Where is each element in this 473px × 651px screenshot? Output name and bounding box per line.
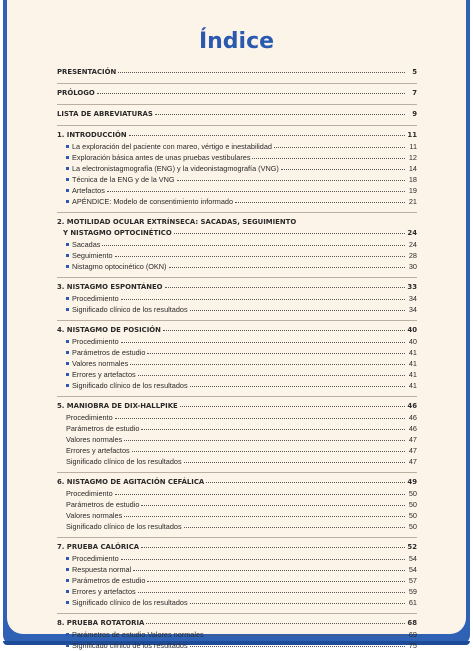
dot-leader (190, 385, 405, 387)
entry-label: Sacadas (72, 240, 101, 249)
toc-subentry[interactable] (57, 369, 417, 380)
entry-page-number: 68 (407, 619, 417, 627)
page-title: Índice (198, 29, 275, 54)
bullet-icon (66, 265, 69, 268)
bullet-icon (66, 308, 69, 311)
entry-label: Valores normales (66, 511, 123, 520)
entry-label: Artefactos (72, 186, 105, 195)
entry-page-number: 21 (408, 197, 417, 206)
entry-label: LISTA DE ABREVIATURAS (57, 110, 153, 118)
bullet-icon (66, 633, 69, 636)
bullet-icon (66, 362, 69, 365)
entry-page-number: 33 (407, 283, 417, 291)
bullet-icon (66, 340, 69, 343)
entry-label: Significado clínico de los resultados (66, 522, 182, 531)
entry-page-number: 18 (408, 175, 417, 184)
toc-subentry[interactable] (57, 174, 417, 185)
entry-page-number: 9 (412, 110, 417, 118)
entry-label: 8. PRUEBA ROTATORIA (57, 619, 145, 627)
entry-label: Técnica de la ENG y de la VNG (72, 175, 175, 184)
entry-page-number: 34 (408, 305, 417, 314)
entry-page-number: 52 (407, 543, 417, 551)
toc-subentry[interactable] (57, 423, 417, 434)
dot-leader (147, 352, 405, 354)
toc-section-heading[interactable] (57, 542, 417, 553)
bullet-icon (66, 254, 69, 257)
divider (57, 608, 417, 614)
entry-page-number: 54 (408, 565, 417, 574)
entry-page-number: 5 (412, 68, 417, 76)
entry-page-number: 46 (408, 424, 417, 433)
toc-subentry[interactable] (57, 456, 417, 467)
dot-leader (102, 244, 405, 246)
toc-subentry[interactable] (57, 358, 417, 369)
dot-leader (177, 179, 405, 181)
dot-leader (274, 146, 405, 148)
toc-subentry[interactable] (57, 445, 417, 456)
entry-label: Significado clínico de los resultados (66, 457, 182, 466)
entry-label: La exploración del paciente con mareo, vértigo e inestabilidad (72, 142, 272, 151)
entry-page-number: 41 (408, 359, 417, 368)
entry-page-number: 30 (408, 262, 417, 271)
toc-section-heading[interactable] (57, 618, 417, 629)
divider (57, 315, 417, 321)
entry-label: Parámetros de estudio (72, 348, 146, 357)
toc-section-heading[interactable] (57, 401, 417, 412)
toc-subentry[interactable] (57, 586, 417, 597)
entry-label: Procedimiento (72, 554, 119, 563)
entry-label: Respuesta normal (72, 565, 132, 574)
dot-leader (165, 286, 405, 288)
entry-label: 7. PRUEBA CALÓRICA (57, 543, 140, 551)
entry-page-number: 69 (408, 630, 417, 639)
entry-label: Errores y artefactos (72, 587, 136, 596)
entry-label: Errores y artefactos (72, 370, 136, 379)
entry-page-number: 47 (408, 435, 417, 444)
bullet-icon (66, 167, 69, 170)
entry-label: Parámetros de estudio (66, 500, 140, 509)
entry-page-number: 61 (408, 598, 417, 607)
bullet-icon (66, 579, 69, 582)
dot-leader (190, 309, 405, 311)
dot-leader (121, 298, 405, 300)
dot-leader (141, 546, 405, 548)
divider (57, 467, 417, 473)
entry-page-number: 50 (408, 522, 417, 531)
dot-leader (121, 558, 405, 560)
dot-leader (281, 168, 405, 170)
bullet-icon (66, 557, 69, 560)
entry-page-number: 50 (408, 489, 417, 498)
divider (57, 532, 417, 538)
entry-page-number: 34 (408, 294, 417, 303)
toc-subentry[interactable] (57, 239, 417, 250)
dot-leader (121, 341, 405, 343)
dot-leader (252, 157, 405, 159)
toc-subentry[interactable] (57, 196, 417, 207)
toc-subentry[interactable] (57, 163, 417, 174)
toc-subentry[interactable] (57, 510, 417, 521)
toc-section-heading[interactable] (57, 325, 417, 336)
entry-label: Significado clínico de los resultados (72, 381, 188, 390)
bullet-icon (66, 590, 69, 593)
dot-leader (180, 405, 405, 407)
entry-label: 5. MANIOBRA DE DIX-HALLPIKE (57, 402, 178, 410)
dot-leader (184, 461, 405, 463)
dot-leader (141, 504, 405, 506)
entry-page-number: 50 (408, 511, 417, 520)
dot-leader (124, 515, 405, 517)
divider (57, 120, 417, 126)
dot-leader (129, 134, 405, 136)
entry-label: Significado clínico de los resultados (72, 598, 188, 607)
entry-label: PRESENTACIÓN (57, 68, 117, 76)
dot-leader (124, 439, 405, 441)
entry-label: Y NISTAGMO OPTOCINÉTICO (63, 229, 172, 237)
toc-subentry[interactable] (57, 521, 417, 532)
toc-section-heading[interactable] (57, 282, 417, 293)
divider (57, 272, 417, 278)
toc-subentry[interactable] (57, 347, 417, 358)
toc-subentry[interactable] (57, 564, 417, 575)
entry-label: 4. NISTAGMO DE POSICIÓN (57, 326, 161, 334)
toc-front-entry[interactable] (57, 88, 417, 99)
dot-leader (190, 602, 405, 604)
bullet-icon (66, 200, 69, 203)
toc-subentry[interactable] (57, 250, 417, 261)
toc-subentry[interactable] (57, 640, 417, 651)
entry-label: Significado clínico de los resultados (72, 305, 188, 314)
dot-leader (141, 428, 405, 430)
dot-leader (133, 569, 405, 571)
entry-page-number: 40 (407, 326, 417, 334)
entry-label: 1. INTRODUCCIÓN (57, 131, 127, 139)
dot-leader (138, 591, 405, 593)
toc-subentry[interactable] (57, 380, 417, 391)
toc-section-heading[interactable] (57, 130, 417, 141)
dot-leader (115, 255, 405, 257)
entry-label: APÉNDICE: Modelo de consentimiento informado (72, 197, 234, 206)
entry-label: Valores normales (66, 435, 123, 444)
entry-page-number: 40 (408, 337, 417, 346)
entry-label: Procedimiento (66, 489, 113, 498)
entry-page-number: 28 (408, 251, 417, 260)
entry-label: Errores y artefactos (66, 446, 130, 455)
entry-page-number: 49 (407, 478, 417, 486)
entry-page-number: 11 (407, 131, 417, 139)
bullet-icon (66, 145, 69, 148)
toc-front-entry[interactable] (57, 109, 417, 120)
entry-label: 6. NISTAGMO DE AGITACIÓN CEFÁLICA (57, 478, 205, 486)
toc-subentry[interactable] (57, 336, 417, 347)
entry-page-number: 54 (408, 554, 417, 563)
entry-label: La electronistagmografía (ENG) y la videonistagmografía (VNG) (72, 164, 279, 173)
bullet-icon (66, 189, 69, 192)
entry-label: Parámetros de estudio (72, 576, 146, 585)
entry-page-number: 50 (408, 500, 417, 509)
dot-leader (118, 71, 405, 73)
entry-page-number: 12 (408, 153, 417, 162)
dot-leader (155, 113, 405, 115)
entry-label: Procedimiento (72, 294, 119, 303)
toc-subentry[interactable] (57, 553, 417, 564)
entry-page-number: 75 (408, 641, 417, 650)
toc-subentry[interactable] (57, 141, 417, 152)
divider (57, 207, 417, 213)
entry-label: Seguimiento (72, 251, 113, 260)
entry-label: Parámetros de estudio (66, 424, 140, 433)
toc-subentry[interactable] (57, 304, 417, 315)
bullet-icon (66, 351, 69, 354)
dot-leader (146, 622, 405, 624)
bullet-icon (66, 644, 69, 647)
entry-page-number: 57 (408, 576, 417, 585)
dot-leader (235, 201, 405, 203)
dot-leader (97, 92, 405, 94)
dot-leader (206, 634, 405, 636)
toc-subentry[interactable] (57, 261, 417, 272)
divider (57, 78, 417, 84)
entry-page-number: 47 (408, 457, 417, 466)
entry-label: Exploración básica antes de unas pruebas vestibulares (72, 153, 251, 162)
entry-page-number: 41 (408, 348, 417, 357)
entry-page-number: 59 (408, 587, 417, 596)
toc-subentry[interactable] (57, 185, 417, 196)
dot-leader (115, 493, 405, 495)
dot-leader (206, 481, 405, 483)
entry-page-number: 46 (407, 402, 417, 410)
dot-leader (115, 417, 405, 419)
bullet-icon (66, 601, 69, 604)
entry-label: Procedimiento (66, 413, 113, 422)
entry-label: Procedimiento (72, 337, 119, 346)
toc-section-heading[interactable] (57, 477, 417, 488)
dot-leader (107, 190, 405, 192)
entry-label: PRÓLOGO (57, 89, 95, 97)
dot-leader (147, 580, 405, 582)
toc-subentry[interactable] (57, 293, 417, 304)
bullet-icon (66, 156, 69, 159)
document-page (7, 0, 466, 650)
bullet-icon (66, 384, 69, 387)
dot-leader (130, 363, 405, 365)
bullet-icon (66, 297, 69, 300)
toc-section-heading-cont[interactable] (57, 228, 417, 239)
toc-subentry[interactable] (57, 575, 417, 586)
entry-page-number: 41 (408, 381, 417, 390)
dot-leader (174, 232, 405, 234)
entry-page-number: 14 (408, 164, 417, 173)
entry-page-number: 11 (409, 142, 417, 151)
entry-page-number: 41 (408, 370, 417, 379)
toc-subentry[interactable] (57, 629, 417, 640)
toc-subentry[interactable] (57, 499, 417, 510)
toc-front-entry[interactable] (57, 67, 417, 78)
entry-page-number: 24 (407, 229, 417, 237)
entry-page-number: 7 (412, 89, 417, 97)
entry-label: Nistagmo optocinético (OKN) (72, 262, 167, 271)
dot-leader (184, 526, 405, 528)
entry-page-number: 19 (408, 186, 417, 195)
toc-subentry[interactable] (57, 488, 417, 499)
entry-page-number: 47 (408, 446, 417, 455)
bullet-icon (66, 568, 69, 571)
entry-label: Parámetros de estudio.Valores normales (72, 630, 204, 639)
toc-subentry[interactable] (57, 434, 417, 445)
entry-page-number: 46 (408, 413, 417, 422)
bullet-icon (66, 373, 69, 376)
divider (57, 391, 417, 397)
entry-label: 3. NISTAGMO ESPONTÁNEO (57, 283, 163, 291)
bullet-icon (66, 243, 69, 246)
bullet-icon (66, 178, 69, 181)
entry-label: Valores normales (72, 359, 129, 368)
toc-section-heading[interactable]: 2. MOTILIDAD OCULAR EXTRÍNSECA: SACADAS, SEGUIMIENTO (57, 218, 297, 226)
dot-leader (132, 450, 405, 452)
toc-subentry[interactable] (57, 412, 417, 423)
toc-subentry[interactable] (57, 597, 417, 608)
entry-label: Significado clínico de los resultados (72, 641, 188, 650)
dot-leader (190, 645, 405, 647)
dot-leader (169, 266, 406, 268)
divider (57, 99, 417, 105)
toc-subentry[interactable] (57, 152, 417, 163)
dot-leader (163, 329, 405, 331)
entry-page-number: 24 (408, 240, 417, 249)
dot-leader (138, 374, 405, 376)
table-of-contents (57, 67, 417, 651)
